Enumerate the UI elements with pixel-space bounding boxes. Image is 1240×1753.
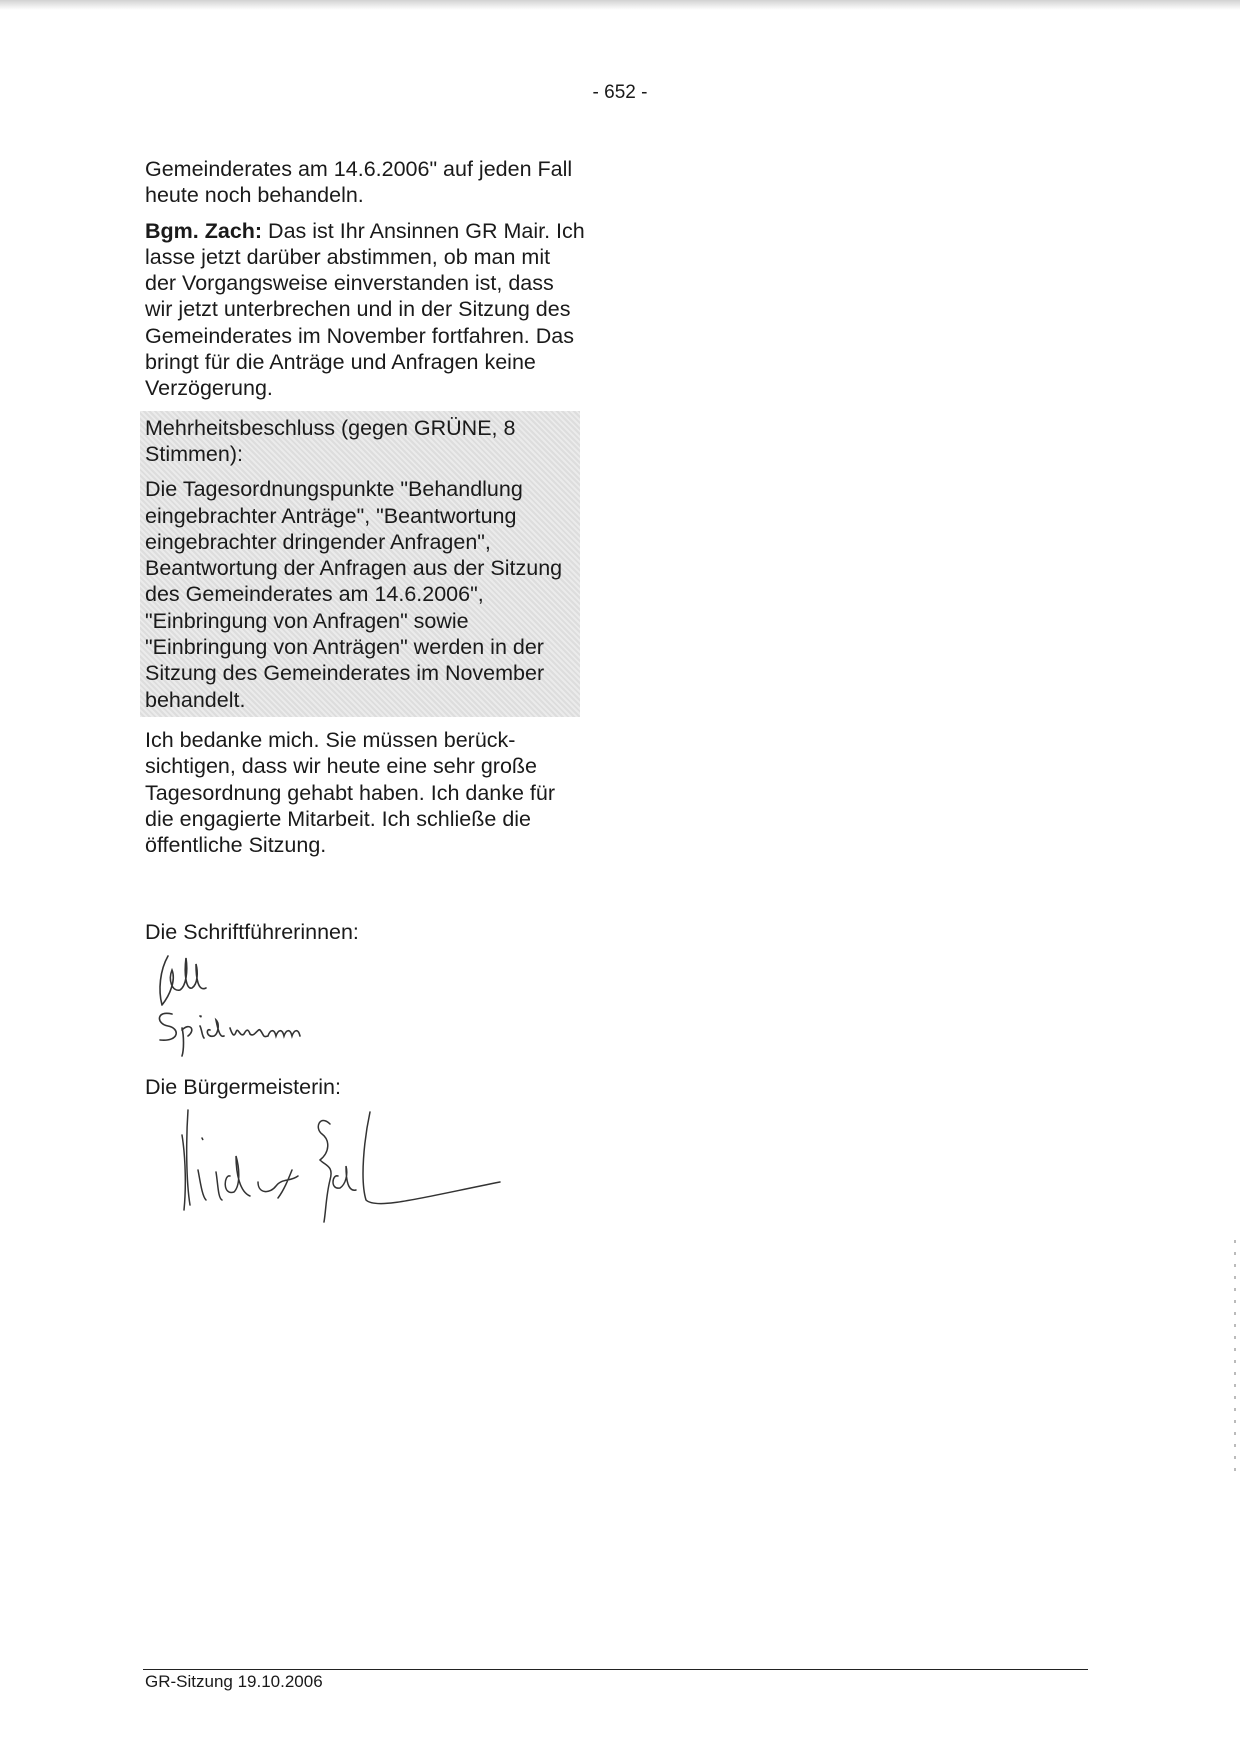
paragraph-2-text: Das ist Ihr Ansinnen GR Mair. Ich lasse jetzt darüber abstimmen, ob man mit der Vorgangsweise einverstanden ist, dass wir jetzt unterbrechen und in der Sitzung des Gemeinderates im November fortfahren. Das bringt für die Anträge und Anfragen keine Verzögerung. <box>145 218 585 401</box>
resolution-text: Die Tagesordnungspunkte "Behandlung eingebrachter Anträge", "Beantwortung eingebrachter dringender Anfragen", Beantwortung der Anfragen aus der Sitzung des Gemeinderates am 14.6.2006", "Einbringung von Anfragen" sowie "Einbringung von Anträgen" werden in der Sitzung des Gemeinderates im November behandelt. <box>145 477 563 712</box>
footer-rule <box>143 1669 1088 1670</box>
paragraph-1: Gemeinderates am 14.6.2006" auf jeden Fall heute noch behandeln. <box>145 157 573 208</box>
signature-stroke-spielmann <box>159 1013 300 1056</box>
signature-stroke-fabl <box>160 956 206 1005</box>
page-number: - 652 - <box>592 82 648 103</box>
scan-edge-marks <box>1234 1240 1236 1480</box>
speaker-label: Bgm. Zach: <box>145 218 263 243</box>
scan-top-edge <box>0 0 1240 10</box>
recorders-label: Die Schriftführerinnen: <box>145 920 359 944</box>
recorders-signature <box>150 950 380 1060</box>
mayor-label: Die Bürgermeisterin: <box>145 1075 341 1099</box>
resolution-heading: Mehrheitsbeschluss (gegen GRÜNE, 8 Stimmen): <box>145 415 516 466</box>
footer-text: GR-Sitzung 19.10.2006 <box>145 1672 323 1691</box>
resolution-box <box>140 411 580 717</box>
mayor-signature <box>180 1100 540 1230</box>
paragraph-2 <box>145 218 585 402</box>
document-body <box>145 156 585 867</box>
paragraph-3: Ich bedanke mich. Sie müssen berück-sichtigen, dass wir heute eine sehr große Tagesordnung gehabt haben. Ich danke für die engagierte Mitarbeit. Ich schließe die öffentliche Sitzung. <box>145 727 556 858</box>
